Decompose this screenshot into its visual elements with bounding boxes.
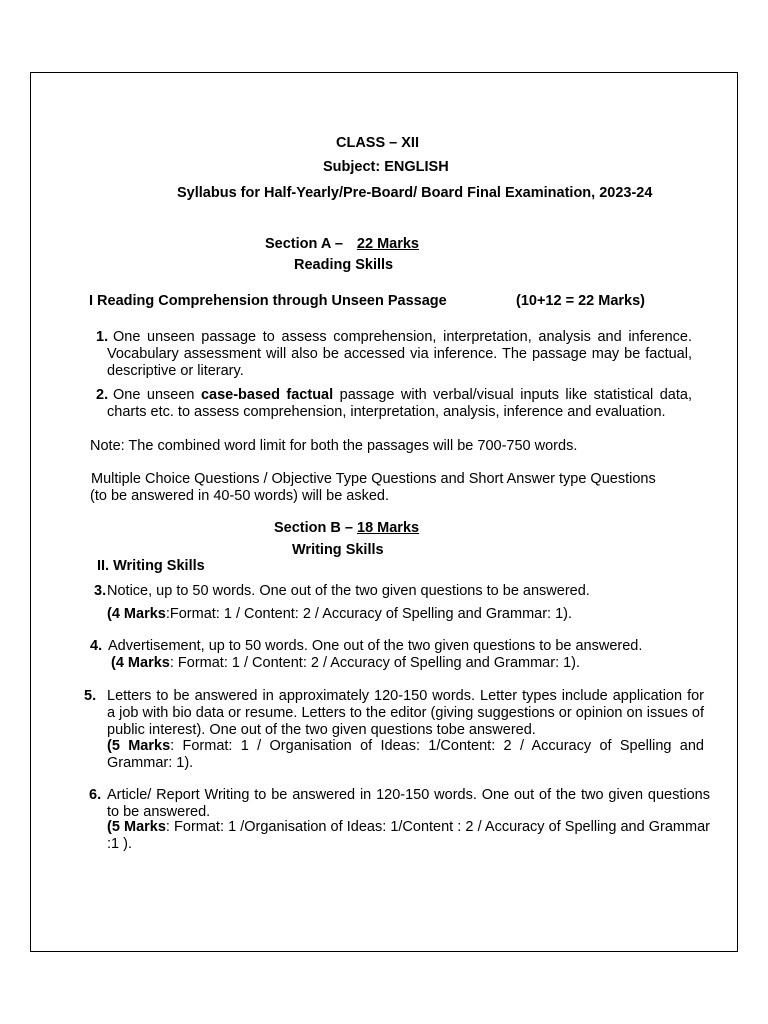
section-a-heading: [265, 236, 419, 253]
syllabus-title: Syllabus for Half-Yearly/Pre-Board/ Board Final Examination, 2023-24: [177, 185, 653, 201]
item-6-marks-bold: (5 Marks: [107, 819, 166, 835]
item-3-marks-bold: (4 Marks: [107, 606, 166, 622]
section-a-subtitle: Reading Skills: [294, 257, 394, 273]
item-2-text: [107, 387, 692, 421]
section-a-marks: 22 Marks: [356, 236, 419, 252]
item-5-text: Letters to be answered in approximately 120-150 words. Letter types include application for a job with bio data or resume. Letters to the editor (giving suggestions or opinion on issues of public interest). One out of the two given questions tobe answered.: [107, 688, 704, 738]
writing-skills-heading: II. Writing Skills: [97, 558, 205, 574]
item-2-number: 2.: [96, 387, 109, 403]
item-5-marks-bold: (5 Marks: [107, 738, 171, 754]
word-limit-note: Note: The combined word limit for both the passages will be 700-750 words.: [90, 438, 578, 454]
item-4-number: 4.: [90, 638, 103, 654]
item-1-body: One unseen passage to assess comprehension, interpretation, analysis and inference. Vocabulary assessment will also be accessed via inference. The passage may be factual, descriptive or literary.: [107, 329, 692, 379]
item-3-text: Notice, up to 50 words. One out of the two given questions to be answered.: [107, 583, 590, 599]
item-2-post: passage with verbal/visual inputs like statistical data, charts etc. to assess comprehension, interpretation, analysis, inference and evaluation.: [107, 387, 692, 420]
item-6-marks-rest: : Format: 1 /Organisation of Ideas: 1/Content : 2 / Accuracy of Spelling and Grammar :1 ).: [107, 819, 710, 852]
item-3-marks-rest: :Format: 1 / Content: 2 / Accuracy of Spelling and Grammar: 1).: [165, 606, 573, 622]
mcq-line-1: Multiple Choice Questions / Objective Type Questions and Short Answer type Questions: [91, 471, 656, 487]
item-6-text: Article/ Report Writing to be answered in 120-150 words. One out of the two given questions to be answered.: [107, 787, 710, 820]
item-1-number: 1.: [96, 329, 109, 345]
item-4-text: Advertisement, up to 50 words. One out of the two given questions to be answered.: [108, 638, 643, 654]
item-4-marks: [111, 655, 580, 672]
item-6-marks: [107, 819, 710, 853]
item-2-pre: One unseen: [113, 387, 195, 403]
item-5-number: 5.: [84, 688, 97, 704]
item-3-marks: [107, 606, 572, 623]
item-1-text: [107, 329, 692, 380]
subject-title: Subject: ENGLISH: [323, 159, 449, 175]
item-3-number: 3.: [94, 583, 107, 599]
item-2-bold: case-based factual: [200, 387, 334, 403]
reading-comprehension-marks: (10+12 = 22 Marks): [516, 293, 645, 309]
item-6-number: 6.: [89, 787, 102, 803]
section-b-marks: 18 Marks: [357, 520, 420, 536]
item-4-marks-rest: : Format: 1 / Content: 2 / Accuracy of Spelling and Grammar: 1).: [169, 655, 581, 671]
reading-comprehension-heading: I Reading Comprehension through Unseen Passage: [89, 293, 447, 309]
section-a-prefix: Section A –: [265, 236, 343, 252]
class-title: CLASS – XII: [336, 135, 419, 151]
section-b-prefix: Section B –: [274, 520, 353, 536]
item-5-marks: [107, 738, 704, 772]
mcq-line-2: (to be answered in 40-50 words) will be asked.: [90, 488, 390, 504]
item-5-marks-rest: : Format: 1 / Organisation of Ideas: 1/Content: 2 / Accuracy of Spelling and Grammar: 1).: [107, 738, 704, 771]
section-b-subtitle: Writing Skills: [292, 542, 384, 558]
item-4-marks-bold: (4 Marks: [111, 655, 170, 671]
section-b-heading: [274, 520, 419, 537]
